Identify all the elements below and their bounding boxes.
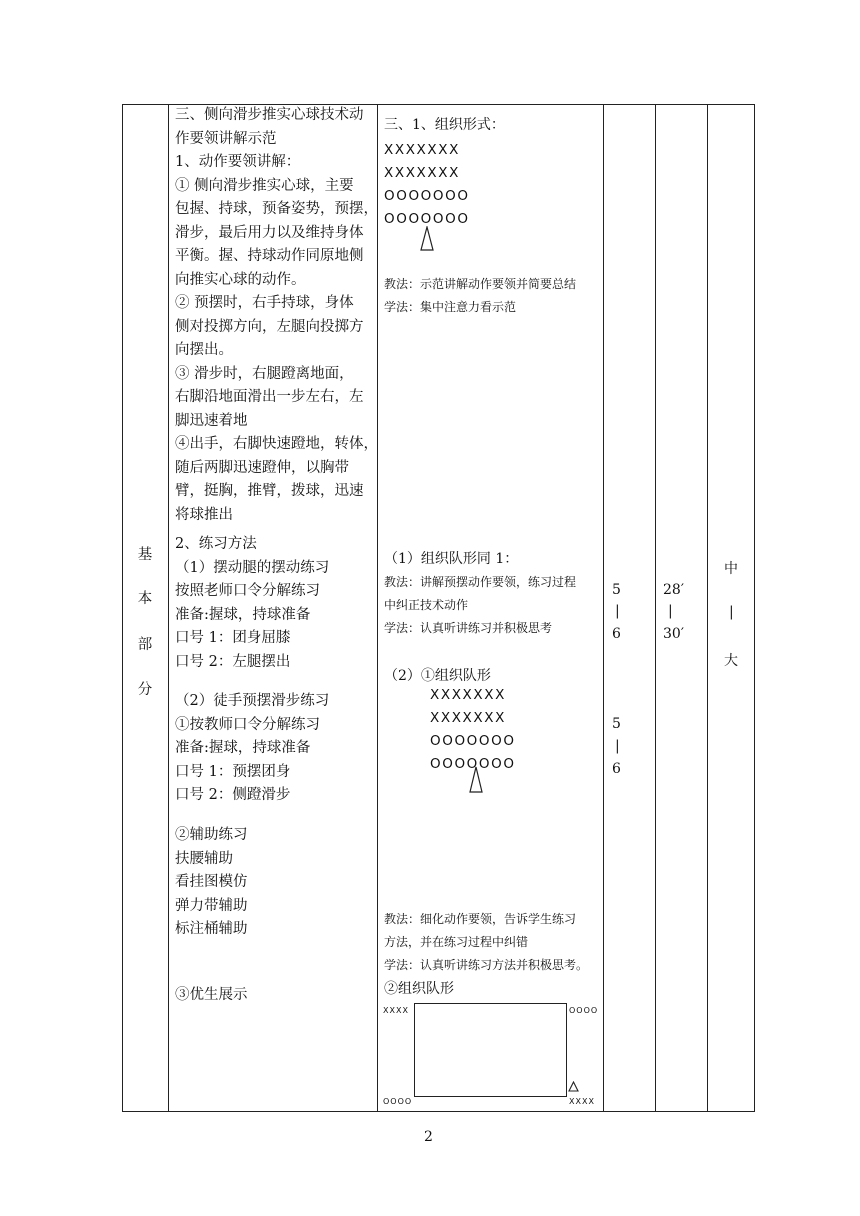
- content-line: 弹力带辅助: [175, 897, 248, 914]
- intensity-separator: |: [729, 604, 734, 620]
- content-line: 向推实心球的动作。: [175, 271, 306, 288]
- content-line: 口号 2：左腿摆出: [175, 653, 291, 670]
- section-label-char: 本: [137, 591, 153, 607]
- times-value: 6: [612, 761, 621, 777]
- sub2-teach-2: 方法，并在练习过程中纠错: [384, 935, 529, 949]
- content-line: 扶腰辅助: [175, 850, 233, 867]
- section-label-char: 部: [137, 637, 153, 653]
- formation-row: XXXXXXX: [430, 710, 506, 726]
- content-line: ① 侧向滑步推实心球，主要: [175, 177, 354, 194]
- formation-row: OOOOOOO: [384, 188, 470, 204]
- intensity-value: 中: [724, 561, 738, 577]
- content-line: 滑步，最后用力以及维持身体: [175, 224, 364, 241]
- formation-row: XXXXXXX: [430, 687, 506, 703]
- sub1-heading: （1）组织队形同 1：: [384, 551, 519, 567]
- content-line: 三、侧向滑步推实心球技术动: [175, 107, 364, 123]
- content-line: 作要领讲解示范: [175, 130, 277, 147]
- content-line: ②辅助练习: [175, 827, 248, 843]
- table-border-right: [754, 104, 755, 1112]
- times-value: 5: [612, 582, 621, 598]
- formation-row: OOOOOOO: [430, 733, 516, 749]
- page-number: 2: [424, 1129, 433, 1145]
- content-line: 口号 1：团身屈膝: [175, 630, 291, 646]
- minutes-separator: |: [668, 603, 673, 619]
- content-line: 右脚沿地面滑出一步左右，左: [175, 389, 364, 405]
- corner-label: XXXX: [569, 1097, 595, 1106]
- content-line: 臂，挺胸，推臂，拨球，迅速: [175, 483, 364, 499]
- corner-label: OOOO: [569, 1006, 599, 1015]
- content-line: 准备:握球，持球准备: [175, 740, 311, 756]
- content-line: 看挂图模仿: [175, 874, 248, 890]
- content-line: 将球推出: [175, 506, 233, 523]
- table-divider: [655, 104, 656, 1112]
- section-label-char: 基: [137, 547, 153, 563]
- org-heading: 三、1、组织形式：: [384, 117, 505, 133]
- sub1-learn: 学法：认真听讲练习并积极思考: [384, 621, 553, 635]
- content-line: 2、练习方法: [175, 536, 257, 552]
- teacher-triangle-icon: [568, 1081, 579, 1092]
- sub3-heading: ②组织队形: [384, 981, 454, 997]
- sub2-teach-1: 教法：细化动作要领，告诉学生练习: [384, 912, 577, 926]
- content-line: 脚迅速着地: [175, 412, 248, 429]
- section-label-char: 分: [137, 682, 153, 698]
- content-line: 口号 1：预摆团身: [175, 763, 291, 780]
- table-bottom-border: [122, 1111, 754, 1112]
- corner-label: XXXX: [383, 1006, 409, 1015]
- times-separator: |: [615, 603, 620, 619]
- method1-learn: 学法：集中注意力看示范: [384, 300, 517, 314]
- content-line: 向摆出。: [175, 342, 233, 358]
- teacher-triangle-icon: [469, 766, 483, 794]
- content-line: 随后两脚迅速蹬伸，以胸带: [175, 459, 349, 476]
- times-separator: |: [615, 738, 620, 754]
- formation-row: OOOOOOO: [384, 211, 470, 227]
- practice2-block: [175, 690, 329, 808]
- formation-row: XXXXXXX: [384, 165, 460, 181]
- content-line: （1）摆动腿的摆动练习: [175, 559, 330, 576]
- intensity-value: 大: [724, 653, 738, 669]
- method1-teach: 教法：示范讲解动作要领并简要总结: [384, 277, 577, 291]
- table-divider: [603, 104, 604, 1112]
- times-value: 5: [612, 716, 621, 732]
- content-line: 平衡。握、持球动作同原地侧: [175, 248, 364, 264]
- content-line: 准备:握球，持球准备: [175, 606, 311, 623]
- content-line: （2）徒手预摆滑步练习: [175, 693, 330, 709]
- content-line: 口号 2：侧蹬滑步: [175, 787, 291, 803]
- content-line: ③ 滑步时，右腿蹬离地面，: [175, 365, 354, 382]
- sub1-teach-2: 中纠正技术动作: [384, 598, 469, 612]
- show-line: ③优生展示: [175, 987, 248, 1003]
- formation-2: [430, 684, 516, 776]
- field-rectangle: [414, 1003, 567, 1097]
- content-block: [175, 104, 378, 527]
- formation-row: XXXXXXX: [384, 142, 460, 158]
- table-divider: [707, 104, 708, 1112]
- content-line: 侧对投掷方向，左腿向投掷方: [175, 318, 364, 335]
- minutes-value: 30′: [663, 626, 684, 642]
- minutes-value: 28′: [663, 582, 684, 598]
- table-border-left: [122, 104, 123, 1112]
- sub2-learn: 学法：认真听讲练习方法并积极思考。: [384, 958, 589, 972]
- teacher-triangle-icon: [420, 226, 434, 252]
- formation-row: OOOOOOO: [430, 756, 516, 772]
- sub1-teach-1: 教法：讲解预摆动作要领，练习过程: [384, 575, 577, 589]
- content-line: 包握、持球，预备姿势，预摆，: [175, 201, 378, 217]
- content-line: 按照老师口令分解练习: [175, 583, 320, 599]
- content-line: 1、动作要领讲解：: [175, 154, 301, 170]
- content-line: ② 预摆时，右手持球，身体: [175, 295, 354, 311]
- content-line: ①按教师口令分解练习: [175, 716, 320, 733]
- content-line: 标注桶辅助: [175, 921, 248, 937]
- times-value: 6: [612, 626, 621, 642]
- formation-1: [384, 139, 470, 231]
- corner-label: OOOO: [383, 1097, 413, 1106]
- practice-block: [175, 533, 329, 674]
- assist-block: [175, 824, 248, 942]
- sub2-heading: （2）①组织队形: [384, 668, 491, 684]
- content-line: ④出手，右脚快速蹬地，转体，: [175, 436, 378, 452]
- table-divider: [168, 104, 169, 1112]
